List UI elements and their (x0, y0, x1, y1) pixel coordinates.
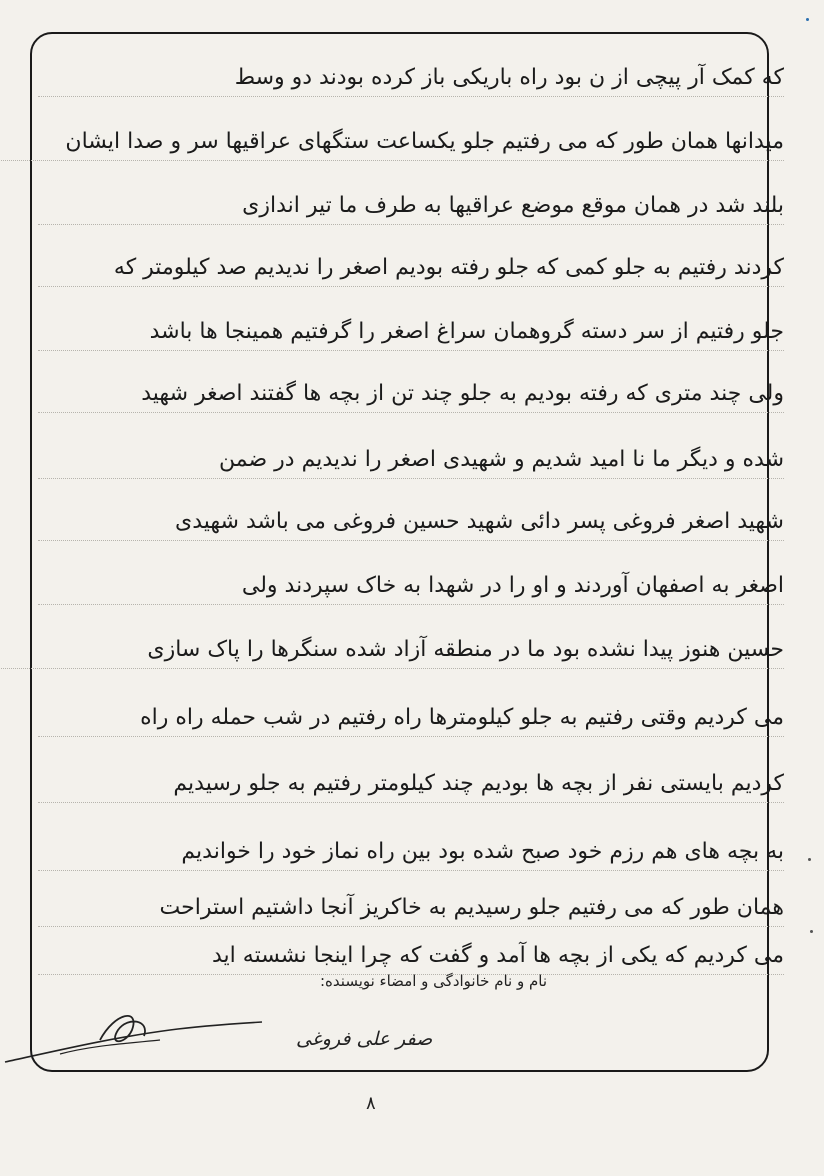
letter-line: کردند رفتیم به جلو کمی که جلو رفته بودیم اصغر را ندیدیم صد کیلومتر که (38, 252, 784, 287)
signature-name: صفر علی فروغی (296, 1028, 433, 1050)
signature-label: نام و نام خانوادگی و امضاء نویسنده: (320, 972, 548, 990)
letter-line: بلند شد در همان موقع موضع عراقیها به طرف ما تیر اندازی (38, 190, 784, 225)
letter-line: می کردیم وقتی رفتیم به جلو کیلومترها راه رفتیم در شب حمله راه راه (38, 702, 784, 737)
letter-line: جلو رفتیم از سر دسته گروهمان سراغ اصغر را گرفتیم همینجا ها باشد (38, 316, 784, 351)
letter-line: کردیم بایستی نفر از بچه ها بودیم چند کیلومتر رفتیم به جلو رسیدیم (38, 768, 784, 803)
letter-line: اصغر به اصفهان آوردند و او را در شهدا به خاک سپردند ولی (38, 570, 784, 605)
paper-speck (810, 930, 813, 933)
letter-line: حسین هنوز پیدا نشده بود ما در منطقه آزاد شده سنگرها را پاک سازی (0, 634, 784, 669)
letter-line: که کمک آر پیچی از ن بود راه باریکی باز کرده بودند دو وسط (38, 62, 784, 97)
signature-scribble (0, 1000, 300, 1080)
letter-line: میدانها همان طور که می رفتیم جلو یکساعت ستگهای عراقیها سر و صدا ایشان (0, 126, 784, 161)
letter-line: به بچه های هم رزم خود صبح شده بود بین راه نماز خود را خواندیم (38, 836, 784, 871)
letter-line: ولی چند متری که رفته بودیم به جلو چند تن از بچه ها گفتند اصغر شهید (38, 378, 784, 413)
paper-speck (806, 18, 809, 21)
letter-line: می کردیم که یکی از بچه ها آمد و گفت که چرا اینجا نشسته اید (38, 940, 784, 975)
paper-speck (808, 858, 811, 861)
letter-line: شده و دیگر ما نا امید شدیم و شهیدی اصغر را ندیدیم در ضمن (38, 444, 784, 479)
letter-line: همان طور که می رفتیم جلو رسیدیم به خاکریز آنجا داشتیم استراحت (38, 892, 784, 927)
letter-line: شهید اصغر فروغی پسر دائی شهید حسین فروغی می باشد شهیدی (38, 506, 784, 541)
page-number: ۸ (366, 1093, 376, 1114)
